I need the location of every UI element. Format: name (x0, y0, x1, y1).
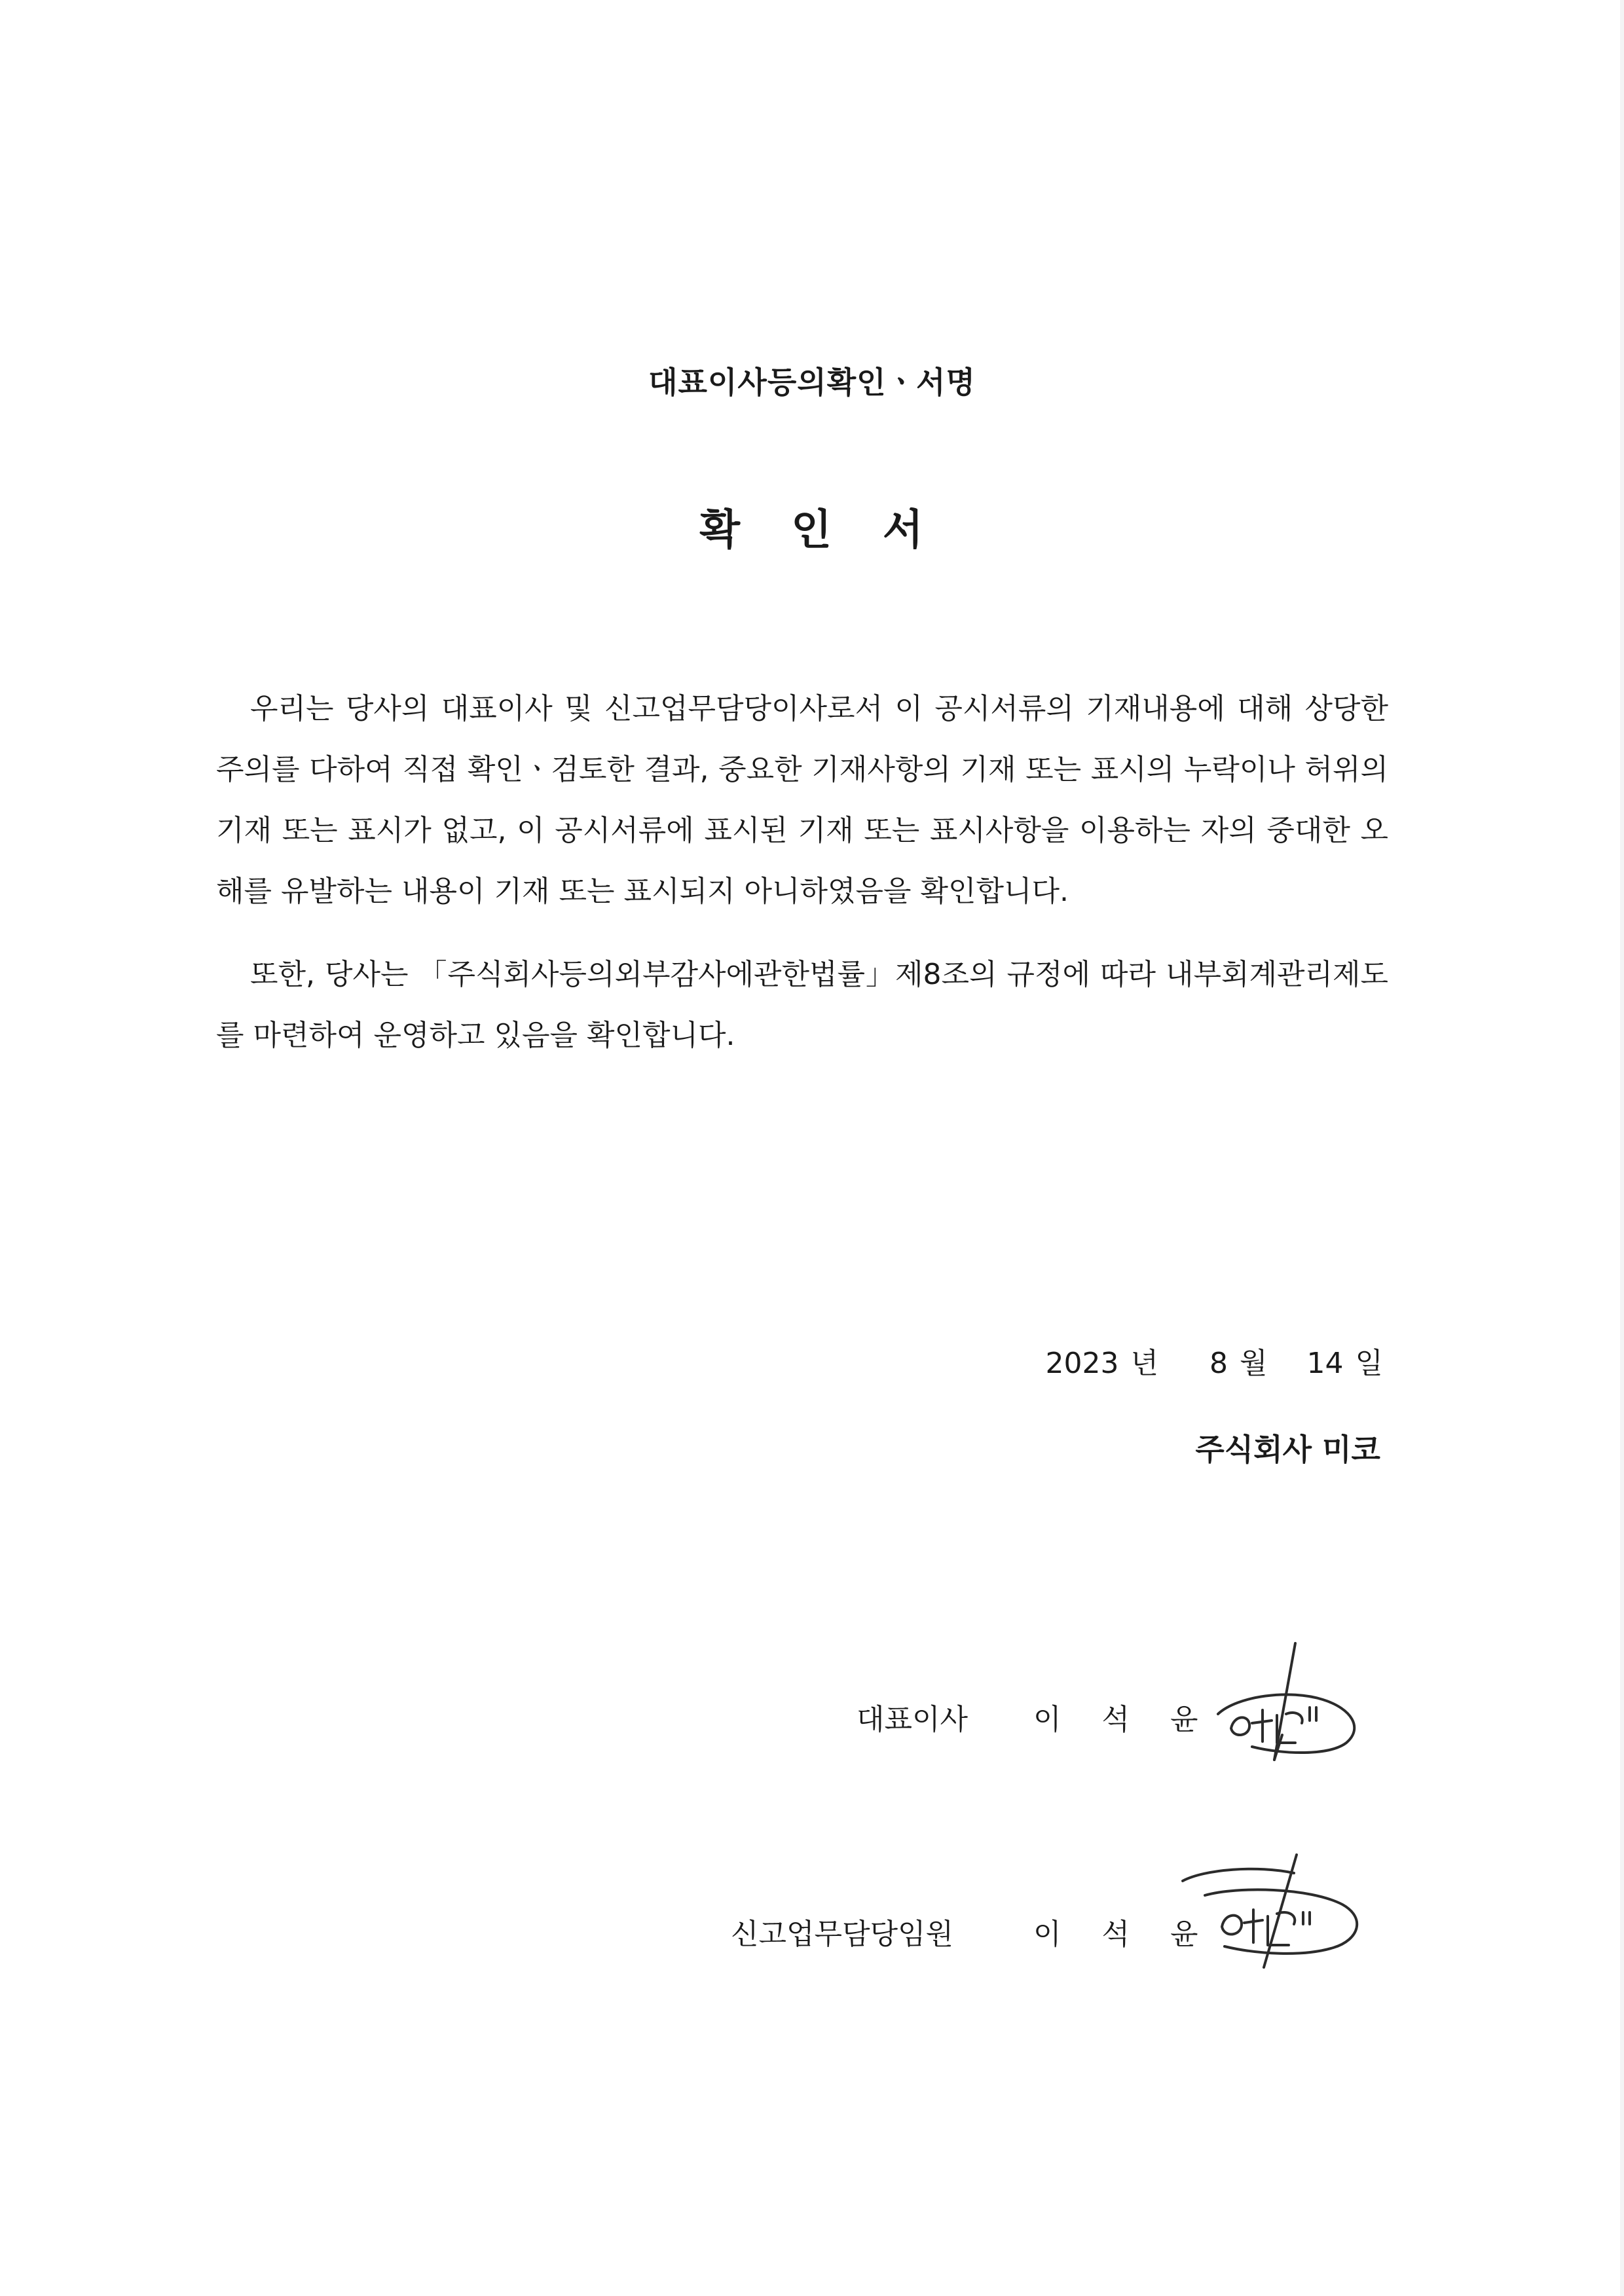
confirmation-paragraph: 우리는 당사의 대표이사 및 신고업무담당이사로서 이 공시서류의 기재내용에 대해 상당한 주의를 다하여 직접 확인ㆍ검토한 결과, 중요한 기재사항의 기재 또는 표시의 누락이나 허위의 기재 또는 표시가 없고, 이 공시서류에 표시된 기재 또는 표시사항을 이용하는 자의 중대한 오해를 유발하는 내용이 기재 또는 표시되지 아니하였음을 확인합니다. (216, 692, 1389, 908)
date-year: 2023 (1045, 1347, 1119, 1380)
signature-image (1179, 1850, 1369, 1980)
title-char: 인 (791, 506, 833, 555)
document-date (1045, 1339, 1383, 1381)
company-name: 주식회사 미코 (1195, 1432, 1380, 1467)
signatory-role: 대표이사 (857, 1703, 969, 1736)
scan-edge (1620, 0, 1624, 2296)
date-day-unit: 일 (1355, 1347, 1383, 1380)
internal-control-paragraph: 또한, 당사는 「주식회사등의외부감사에관한법률」제8조의 규정에 따라 내부회계관리제도를 마련하여 운영하고 있음을 확인합니다. (216, 958, 1388, 1052)
signatory-row (0, 1910, 1624, 1963)
date-day: 14 (1306, 1347, 1344, 1380)
title-char: 확 (699, 506, 742, 555)
document-title (0, 496, 1624, 556)
date-month: 8 (1209, 1347, 1228, 1380)
signatory-role: 신고업무담당임원 (731, 1918, 954, 1951)
document-subtitle: 대표이사등의확인ㆍ서명 (648, 365, 976, 400)
date-year-unit: 년 (1130, 1347, 1158, 1380)
title-char: 서 (882, 506, 925, 555)
signature-image (1211, 1637, 1369, 1774)
signatory-name: 이 석 윤 (1033, 1703, 1214, 1736)
signatory-name: 이 석 윤 (1033, 1918, 1214, 1951)
date-month-unit: 월 (1239, 1347, 1268, 1380)
signatory-row (0, 1696, 1624, 1748)
